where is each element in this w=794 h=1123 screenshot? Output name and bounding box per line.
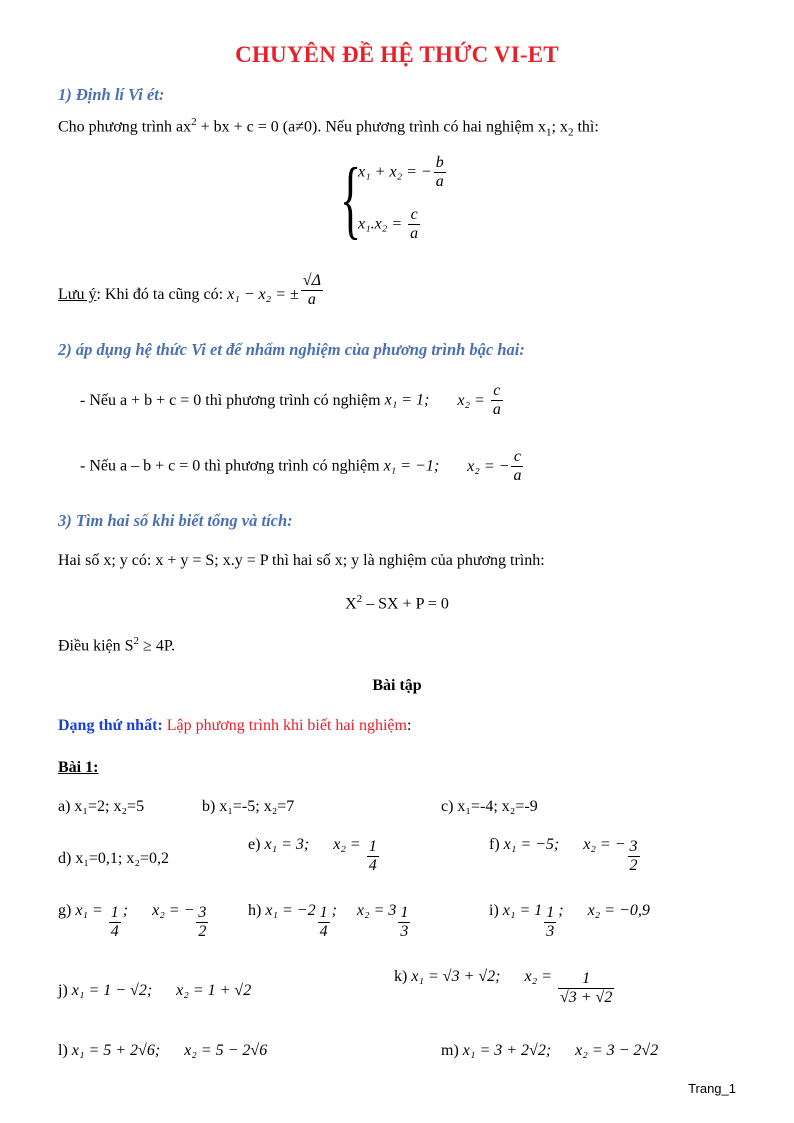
rule-line-2: - Nếu a – b + c = 0 thì phương trình có nghiệm x₁ = −1; x₂ = − $\frac{c}{a}$ xyxy=(80,448,522,485)
rule-line-1: - Nếu a + b + c = 0 thì phương trình có nghiệm x₁ = 1; x₂ = $\frac{c}{a}$ xyxy=(80,382,501,419)
exercise-g: g) x₁ = $\frac{1}{4}$ ; x₂ = − $\frac{3}{2}$ xyxy=(58,901,207,941)
vieta-intro: Cho phương trình $ax^2$ + bx + c = 0 (a≠0). Nếu phương trình có hai nghiệm $x_1$; $x_2$ thì: xyxy=(58,116,599,139)
exercise-j: j) x₁ = 1 − √2; x₂ = 1 + √2 xyxy=(58,982,252,999)
exercise-i: i) x₁ = 1 $\frac{1}{3}$ ; x₂ = −0,9 xyxy=(489,901,650,941)
sum-product-text: Hai số x; y có: x + y = S; x.y = P thì hai số x; y là nghiệm của phương trình: xyxy=(58,552,545,569)
condition-text: Điều kiện $S^2 \ge 4P$. xyxy=(58,635,175,655)
exercise-e: e) x₁ = 3; x₂ = $\frac{1}{4}$ xyxy=(248,835,377,875)
product-formula: x₁.x₂ = $\frac{c}{a}$ xyxy=(358,206,419,243)
section3-heading: 3) Tìm hai số khi biết tổng và tích: xyxy=(58,511,293,530)
document-title: CHUYÊN ĐỀ HỆ THỨC VI-ET xyxy=(235,42,559,67)
system-brace: { xyxy=(340,151,362,248)
exercise-f: f) x₁ = −5; x₂ = − $\frac{3}{2}$ xyxy=(489,835,638,875)
page-number: Trang_1 xyxy=(688,1081,736,1096)
form-one-heading: Dạng thứ nhất: Lập phương trình khi biết hai nghiệm: xyxy=(58,717,412,734)
exercise-c: c) x₁=-4; x₂=-9 xyxy=(441,798,538,815)
exercise-h: h) x₁ = −2 $\frac{1}{4}$ ; x₂ = 3 $\frac{1}{3}$ xyxy=(248,901,409,941)
note-line: Lưu ý: Khi đó ta cũng có: x₁ − x₂ = ± $\frac{√\Delta}{a}$ xyxy=(58,272,321,309)
section1-heading: 1) Định lí Vi ét: xyxy=(58,85,165,104)
quadratic-equation: $X^2$ – SX + P = 0 xyxy=(345,593,449,613)
section2-heading: 2) áp dụng hệ thức Vi et để nhẩm nghiệm của phương trình bậc hai: xyxy=(58,340,525,359)
exercise-m: m) x₁ = 3 + 2√2; x₂ = 3 − 2√2 xyxy=(441,1042,659,1059)
bai1-heading: Bài 1: xyxy=(58,759,99,776)
sum-formula: x₁ + x₂ = − $\frac{b}{a}$ xyxy=(358,154,444,191)
exercise-b: b) x₁=-5; x₂=7 xyxy=(202,798,295,815)
exercise-a: a) x₁=2; x₂=5 xyxy=(58,798,145,815)
exercises-heading: Bài tập xyxy=(372,677,422,694)
exercise-l: l) x₁ = 5 + 2√6; x₂ = 5 − 2√6 xyxy=(58,1042,268,1059)
exercise-d: d) x₁=0,1; x₂=0,2 xyxy=(58,850,169,867)
exercise-k: k) x₁ = √3 + √2; x₂ = $\frac{1}{√3 + √2}$ xyxy=(394,967,613,1007)
